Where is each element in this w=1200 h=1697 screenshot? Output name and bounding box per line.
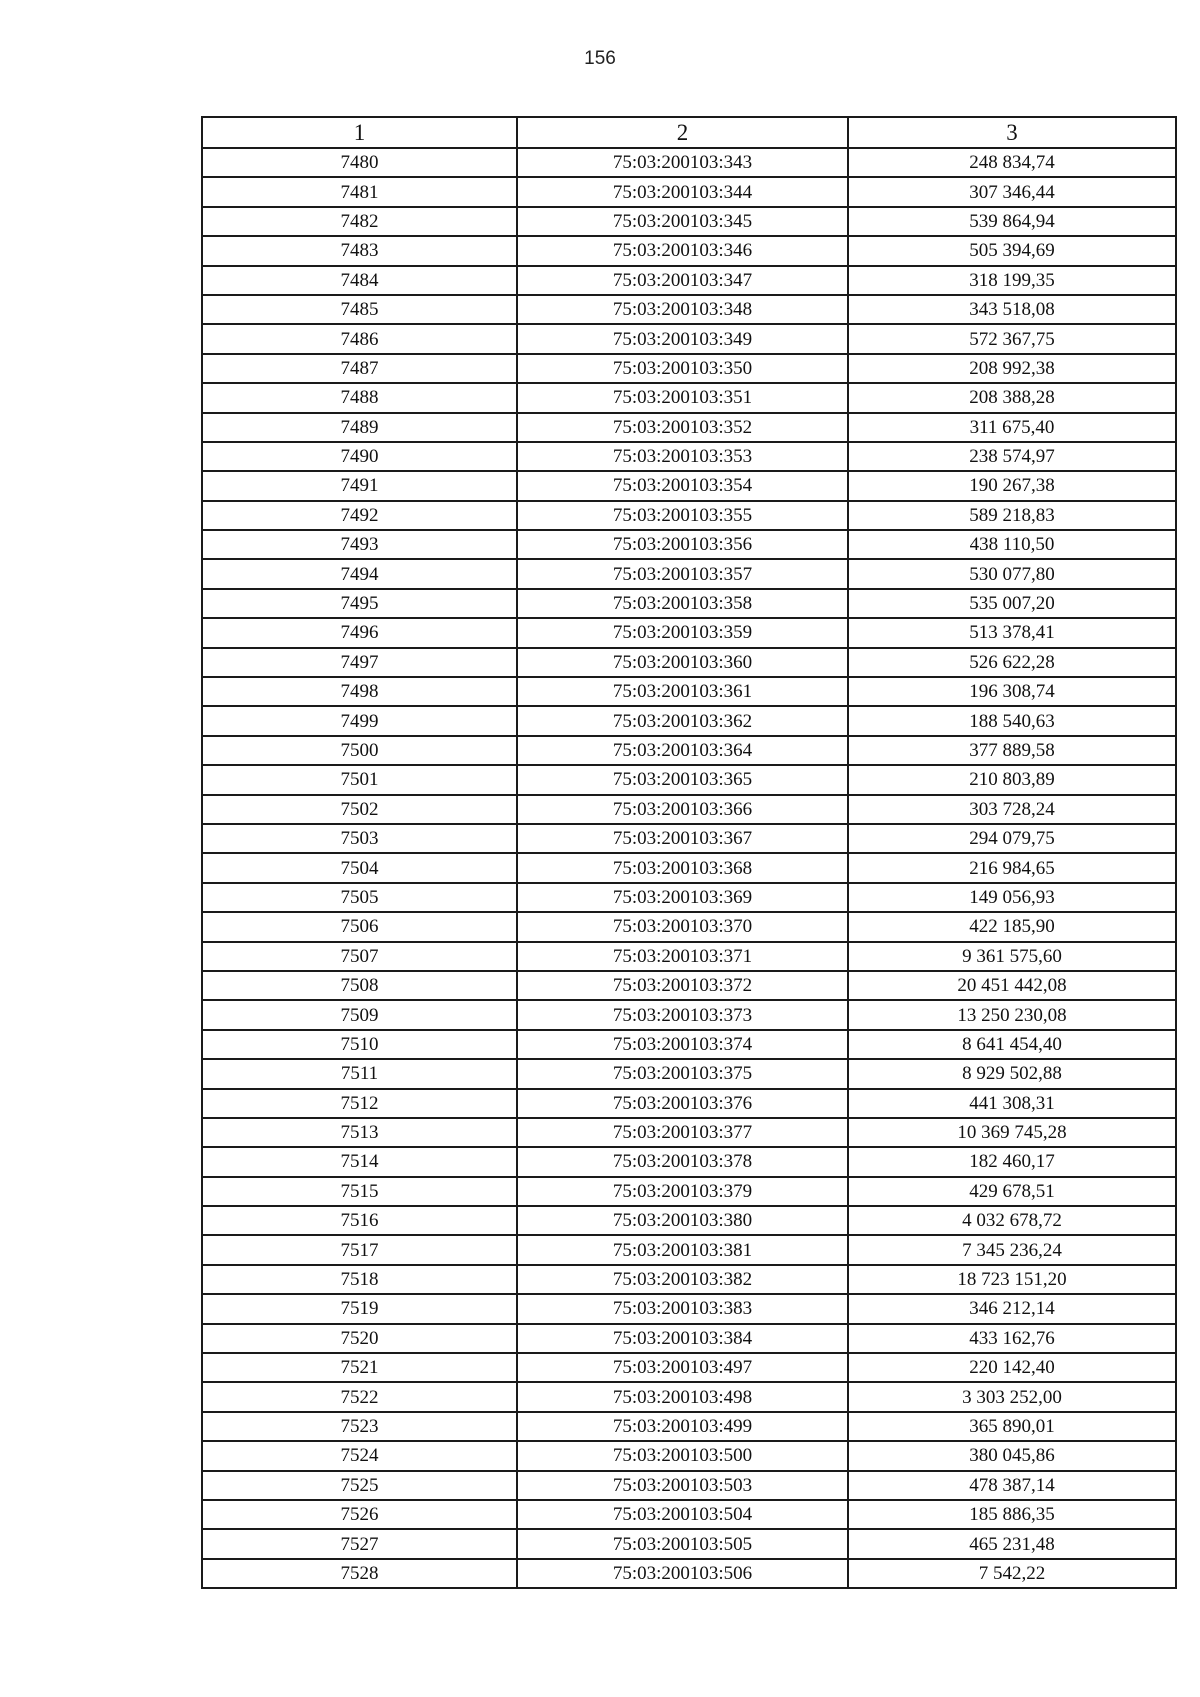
cadastral-number-cell: 75:03:200103:355	[517, 501, 848, 530]
table-row	[202, 589, 1176, 618]
cadastral-number-cell: 75:03:200103:366	[517, 795, 848, 824]
table-row	[202, 413, 1176, 442]
row-number-cell: 7485	[202, 295, 517, 324]
row-number-cell: 7486	[202, 324, 517, 353]
table-row	[202, 442, 1176, 471]
table-row	[202, 1265, 1176, 1294]
value-cell: 248 834,74	[848, 148, 1176, 177]
value-cell: 465 231,48	[848, 1529, 1176, 1558]
row-number-cell: 7517	[202, 1235, 517, 1264]
row-number-cell: 7496	[202, 618, 517, 647]
value-cell: 422 185,90	[848, 912, 1176, 941]
table-row	[202, 912, 1176, 941]
table-row	[202, 765, 1176, 794]
value-cell: 190 267,38	[848, 471, 1176, 500]
cadastral-number-cell: 75:03:200103:353	[517, 442, 848, 471]
value-cell: 8 929 502,88	[848, 1059, 1176, 1088]
page-number: 156	[584, 48, 616, 69]
table-row	[202, 501, 1176, 530]
row-number-cell: 7495	[202, 589, 517, 618]
value-cell: 188 540,63	[848, 706, 1176, 735]
cadastral-number-cell: 75:03:200103:343	[517, 148, 848, 177]
registry-table	[201, 116, 1177, 1589]
row-number-cell: 7499	[202, 706, 517, 735]
value-cell: 13 250 230,08	[848, 1000, 1176, 1029]
table-row	[202, 324, 1176, 353]
table-row	[202, 795, 1176, 824]
row-number-cell: 7514	[202, 1147, 517, 1176]
row-number-cell: 7500	[202, 736, 517, 765]
value-cell: 572 367,75	[848, 324, 1176, 353]
cadastral-number-cell: 75:03:200103:383	[517, 1294, 848, 1323]
cadastral-number-cell: 75:03:200103:356	[517, 530, 848, 559]
table-row	[202, 1353, 1176, 1382]
row-number-cell: 7491	[202, 471, 517, 500]
cadastral-number-cell: 75:03:200103:346	[517, 236, 848, 265]
row-number-cell: 7480	[202, 148, 517, 177]
cadastral-number-cell: 75:03:200103:506	[517, 1559, 848, 1588]
value-cell: 433 162,76	[848, 1324, 1176, 1353]
row-number-cell: 7484	[202, 266, 517, 295]
cadastral-number-cell: 75:03:200103:359	[517, 618, 848, 647]
cadastral-number-cell: 75:03:200103:379	[517, 1177, 848, 1206]
value-cell: 7 345 236,24	[848, 1235, 1176, 1264]
cadastral-number-cell: 75:03:200103:370	[517, 912, 848, 941]
table-row	[202, 648, 1176, 677]
table-row	[202, 207, 1176, 236]
row-number-cell: 7522	[202, 1382, 517, 1411]
value-cell: 8 641 454,40	[848, 1030, 1176, 1059]
value-cell: 7 542,22	[848, 1559, 1176, 1588]
row-number-cell: 7497	[202, 648, 517, 677]
value-cell: 307 346,44	[848, 177, 1176, 206]
value-cell: 513 378,41	[848, 618, 1176, 647]
table-row	[202, 853, 1176, 882]
cadastral-number-cell: 75:03:200103:349	[517, 324, 848, 353]
row-number-cell: 7487	[202, 354, 517, 383]
row-number-cell: 7502	[202, 795, 517, 824]
header-row	[202, 117, 1176, 148]
table-row	[202, 1559, 1176, 1588]
cadastral-number-cell: 75:03:200103:348	[517, 295, 848, 324]
value-cell: 185 886,35	[848, 1500, 1176, 1529]
table-row	[202, 1089, 1176, 1118]
value-cell: 210 803,89	[848, 765, 1176, 794]
cadastral-number-cell: 75:03:200103:380	[517, 1206, 848, 1235]
cadastral-number-cell: 75:03:200103:347	[517, 266, 848, 295]
value-cell: 343 518,08	[848, 295, 1176, 324]
value-cell: 182 460,17	[848, 1147, 1176, 1176]
row-number-cell: 7506	[202, 912, 517, 941]
row-number-cell: 7504	[202, 853, 517, 882]
value-cell: 530 077,80	[848, 559, 1176, 588]
value-cell: 478 387,14	[848, 1471, 1176, 1500]
cadastral-number-cell: 75:03:200103:369	[517, 883, 848, 912]
row-number-cell: 7494	[202, 559, 517, 588]
table-row	[202, 1382, 1176, 1411]
table-row	[202, 266, 1176, 295]
row-number-cell: 7483	[202, 236, 517, 265]
value-cell: 377 889,58	[848, 736, 1176, 765]
table-header	[202, 117, 1176, 148]
value-cell: 20 451 442,08	[848, 971, 1176, 1000]
value-cell: 311 675,40	[848, 413, 1176, 442]
cadastral-number-cell: 75:03:200103:344	[517, 177, 848, 206]
row-number-cell: 7512	[202, 1089, 517, 1118]
row-number-cell: 7515	[202, 1177, 517, 1206]
cadastral-number-cell: 75:03:200103:377	[517, 1118, 848, 1147]
table-row	[202, 1324, 1176, 1353]
row-number-cell: 7526	[202, 1500, 517, 1529]
table-row	[202, 471, 1176, 500]
cadastral-number-cell: 75:03:200103:376	[517, 1089, 848, 1118]
cadastral-number-cell: 75:03:200103:345	[517, 207, 848, 236]
table-row	[202, 1471, 1176, 1500]
cadastral-number-cell: 75:03:200103:503	[517, 1471, 848, 1500]
value-cell: 526 622,28	[848, 648, 1176, 677]
cadastral-number-cell: 75:03:200103:361	[517, 677, 848, 706]
cadastral-number-cell: 75:03:200103:365	[517, 765, 848, 794]
table-row	[202, 530, 1176, 559]
row-number-cell: 7489	[202, 413, 517, 442]
row-number-cell: 7520	[202, 1324, 517, 1353]
row-number-cell: 7509	[202, 1000, 517, 1029]
table-row	[202, 1441, 1176, 1470]
row-number-cell: 7501	[202, 765, 517, 794]
cadastral-number-cell: 75:03:200103:371	[517, 942, 848, 971]
value-cell: 216 984,65	[848, 853, 1176, 882]
table-row	[202, 1059, 1176, 1088]
table-row	[202, 1235, 1176, 1264]
table-row	[202, 677, 1176, 706]
row-number-cell: 7511	[202, 1059, 517, 1088]
cadastral-number-cell: 75:03:200103:352	[517, 413, 848, 442]
table-row	[202, 1030, 1176, 1059]
table-row	[202, 148, 1176, 177]
cadastral-number-cell: 75:03:200103:357	[517, 559, 848, 588]
value-cell: 365 890,01	[848, 1412, 1176, 1441]
cadastral-number-cell: 75:03:200103:505	[517, 1529, 848, 1558]
table-row	[202, 883, 1176, 912]
value-cell: 346 212,14	[848, 1294, 1176, 1323]
table-row	[202, 236, 1176, 265]
table-row	[202, 1294, 1176, 1323]
value-cell: 208 992,38	[848, 354, 1176, 383]
cadastral-number-cell: 75:03:200103:500	[517, 1441, 848, 1470]
cadastral-number-cell: 75:03:200103:350	[517, 354, 848, 383]
table-row	[202, 618, 1176, 647]
table-row	[202, 1000, 1176, 1029]
row-number-cell: 7510	[202, 1030, 517, 1059]
row-number-cell: 7527	[202, 1529, 517, 1558]
table-row	[202, 706, 1176, 735]
row-number-cell: 7518	[202, 1265, 517, 1294]
row-number-cell: 7482	[202, 207, 517, 236]
value-cell: 196 308,74	[848, 677, 1176, 706]
table-row	[202, 354, 1176, 383]
value-cell: 380 045,86	[848, 1441, 1176, 1470]
row-number-cell: 7492	[202, 501, 517, 530]
table-row	[202, 1500, 1176, 1529]
row-number-cell: 7516	[202, 1206, 517, 1235]
cadastral-number-cell: 75:03:200103:374	[517, 1030, 848, 1059]
value-cell: 505 394,69	[848, 236, 1176, 265]
value-cell: 238 574,97	[848, 442, 1176, 471]
table-row	[202, 1177, 1176, 1206]
table-row	[202, 1412, 1176, 1441]
column-header-3: 3	[848, 117, 1176, 148]
table-row	[202, 383, 1176, 412]
cadastral-number-cell: 75:03:200103:498	[517, 1382, 848, 1411]
row-number-cell: 7519	[202, 1294, 517, 1323]
value-cell: 149 056,93	[848, 883, 1176, 912]
row-number-cell: 7513	[202, 1118, 517, 1147]
cadastral-number-cell: 75:03:200103:372	[517, 971, 848, 1000]
cadastral-number-cell: 75:03:200103:497	[517, 1353, 848, 1382]
cadastral-number-cell: 75:03:200103:360	[517, 648, 848, 677]
row-number-cell: 7505	[202, 883, 517, 912]
row-number-cell: 7488	[202, 383, 517, 412]
value-cell: 303 728,24	[848, 795, 1176, 824]
value-cell: 438 110,50	[848, 530, 1176, 559]
row-number-cell: 7503	[202, 824, 517, 853]
value-cell: 220 142,40	[848, 1353, 1176, 1382]
value-cell: 539 864,94	[848, 207, 1176, 236]
row-number-cell: 7525	[202, 1471, 517, 1500]
table-row	[202, 1206, 1176, 1235]
row-number-cell: 7528	[202, 1559, 517, 1588]
cadastral-number-cell: 75:03:200103:375	[517, 1059, 848, 1088]
value-cell: 18 723 151,20	[848, 1265, 1176, 1294]
value-cell: 589 218,83	[848, 501, 1176, 530]
value-cell: 535 007,20	[848, 589, 1176, 618]
cadastral-number-cell: 75:03:200103:354	[517, 471, 848, 500]
cadastral-number-cell: 75:03:200103:499	[517, 1412, 848, 1441]
table-row	[202, 971, 1176, 1000]
value-cell: 4 032 678,72	[848, 1206, 1176, 1235]
row-number-cell: 7524	[202, 1441, 517, 1470]
value-cell: 10 369 745,28	[848, 1118, 1176, 1147]
cadastral-number-cell: 75:03:200103:382	[517, 1265, 848, 1294]
cadastral-number-cell: 75:03:200103:378	[517, 1147, 848, 1176]
cadastral-number-cell: 75:03:200103:381	[517, 1235, 848, 1264]
cadastral-number-cell: 75:03:200103:358	[517, 589, 848, 618]
row-number-cell: 7523	[202, 1412, 517, 1441]
row-number-cell: 7507	[202, 942, 517, 971]
table-row	[202, 177, 1176, 206]
value-cell: 208 388,28	[848, 383, 1176, 412]
row-number-cell: 7521	[202, 1353, 517, 1382]
cadastral-number-cell: 75:03:200103:362	[517, 706, 848, 735]
value-cell: 441 308,31	[848, 1089, 1176, 1118]
cadastral-number-cell: 75:03:200103:368	[517, 853, 848, 882]
table-row	[202, 295, 1176, 324]
value-cell: 294 079,75	[848, 824, 1176, 853]
cadastral-number-cell: 75:03:200103:364	[517, 736, 848, 765]
cadastral-number-cell: 75:03:200103:367	[517, 824, 848, 853]
table-row	[202, 1118, 1176, 1147]
value-cell: 3 303 252,00	[848, 1382, 1176, 1411]
row-number-cell: 7481	[202, 177, 517, 206]
cadastral-number-cell: 75:03:200103:373	[517, 1000, 848, 1029]
row-number-cell: 7508	[202, 971, 517, 1000]
value-cell: 318 199,35	[848, 266, 1176, 295]
value-cell: 429 678,51	[848, 1177, 1176, 1206]
cadastral-number-cell: 75:03:200103:351	[517, 383, 848, 412]
row-number-cell: 7490	[202, 442, 517, 471]
column-header-2: 2	[517, 117, 848, 148]
row-number-cell: 7498	[202, 677, 517, 706]
table-row	[202, 736, 1176, 765]
table-row	[202, 1147, 1176, 1176]
table-row	[202, 824, 1176, 853]
table-row	[202, 559, 1176, 588]
cadastral-number-cell: 75:03:200103:384	[517, 1324, 848, 1353]
row-number-cell: 7493	[202, 530, 517, 559]
value-cell: 9 361 575,60	[848, 942, 1176, 971]
table-body	[202, 148, 1176, 1588]
table-row	[202, 942, 1176, 971]
table-row	[202, 1529, 1176, 1558]
cadastral-number-cell: 75:03:200103:504	[517, 1500, 848, 1529]
column-header-1: 1	[202, 117, 517, 148]
